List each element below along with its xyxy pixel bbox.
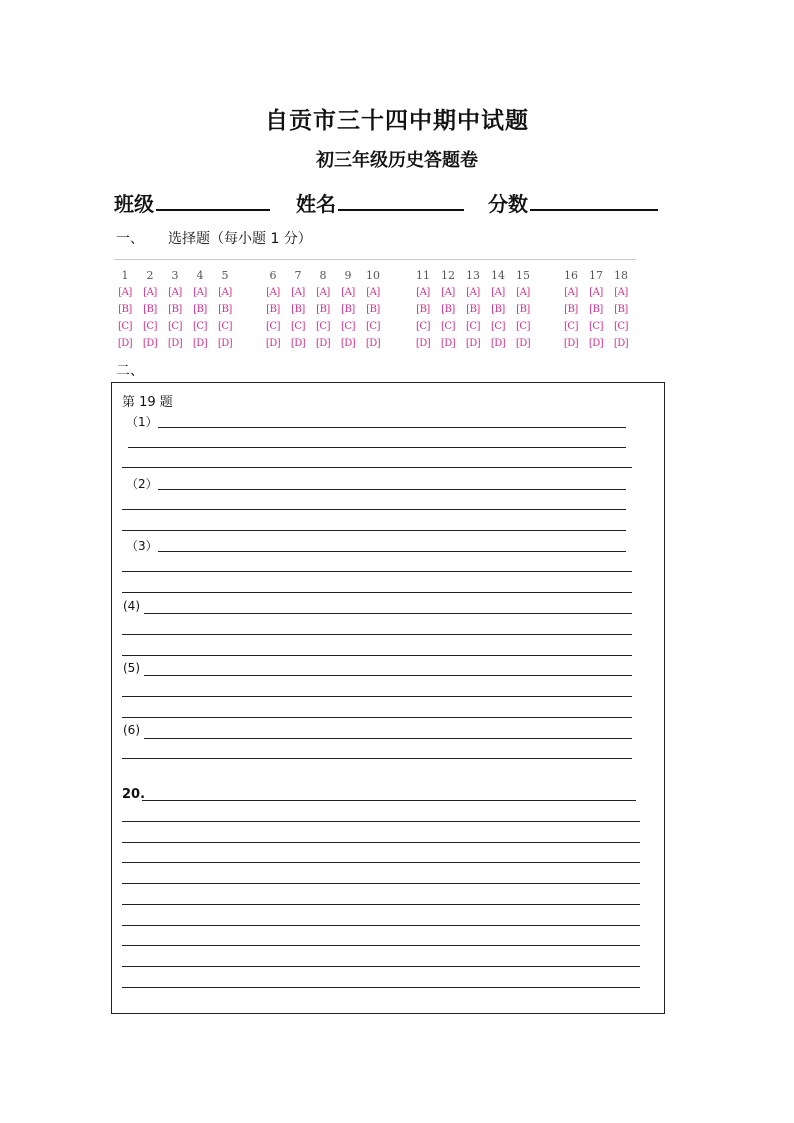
answer-bubble-c[interactable]: [C] bbox=[614, 321, 628, 332]
answer-bubble-d[interactable]: [D] bbox=[588, 338, 604, 349]
answer-bubble-a[interactable]: [A] bbox=[168, 287, 182, 298]
question-number: 11 bbox=[416, 269, 430, 282]
answer-bubble-a[interactable]: [A] bbox=[118, 287, 132, 298]
answer-line[interactable] bbox=[158, 551, 626, 552]
page-subtitle: 初三年级历史答题卷 bbox=[316, 150, 478, 171]
answer-bubble-b[interactable]: [B] bbox=[218, 304, 232, 315]
answer-box bbox=[111, 382, 665, 1014]
answer-line[interactable] bbox=[142, 800, 636, 801]
question-number: 7 bbox=[294, 269, 302, 282]
answer-line[interactable] bbox=[122, 987, 640, 988]
question19-title: 第 19 题 bbox=[122, 395, 173, 410]
answer-bubbles-q18 bbox=[610, 268, 632, 352]
answer-bubbles-q9 bbox=[337, 268, 359, 352]
answer-bubble-c[interactable]: [C] bbox=[416, 321, 430, 332]
answer-bubble-d[interactable]: [D] bbox=[563, 338, 579, 349]
answer-bubble-a[interactable]: [A] bbox=[341, 287, 355, 298]
section2-number: 二、 bbox=[116, 363, 144, 379]
answer-bubble-a[interactable]: [A] bbox=[441, 287, 455, 298]
answer-bubble-d[interactable]: [D] bbox=[365, 338, 381, 349]
question-number: 10 bbox=[366, 269, 380, 282]
answer-bubbles-q5 bbox=[214, 268, 236, 352]
answer-bubble-b[interactable]: [B] bbox=[416, 304, 430, 315]
answer-bubble-c[interactable]: [C] bbox=[341, 321, 355, 332]
answer-line[interactable] bbox=[122, 758, 632, 759]
answer-bubbles-q8 bbox=[312, 268, 334, 352]
question-number: 6 bbox=[269, 269, 277, 282]
question-number: 1 bbox=[121, 269, 129, 282]
answer-bubble-b[interactable]: [B] bbox=[614, 304, 628, 315]
answer-bubble-a[interactable]: [A] bbox=[316, 287, 330, 298]
answer-bubble-a[interactable]: [A] bbox=[366, 287, 380, 298]
answer-bubble-d[interactable]: [D] bbox=[465, 338, 481, 349]
answer-bubbles-q14 bbox=[487, 268, 509, 352]
answer-line[interactable] bbox=[122, 966, 640, 967]
question-number: 12 bbox=[441, 269, 455, 282]
question19-part-label: (5) bbox=[123, 661, 140, 675]
answer-bubble-c[interactable]: [C] bbox=[589, 321, 603, 332]
answer-bubble-a[interactable]: [A] bbox=[589, 287, 603, 298]
class-blank[interactable] bbox=[156, 189, 270, 211]
answer-line[interactable] bbox=[122, 717, 632, 718]
name-blank[interactable] bbox=[338, 189, 464, 211]
answer-line[interactable] bbox=[122, 467, 632, 468]
answer-bubble-a[interactable]: [A] bbox=[416, 287, 430, 298]
answer-bubble-d[interactable]: [D] bbox=[440, 338, 456, 349]
answer-bubble-b[interactable]: [B] bbox=[168, 304, 182, 315]
answer-bubble-c[interactable]: [C] bbox=[143, 321, 157, 332]
answer-bubble-b[interactable]: [B] bbox=[193, 304, 207, 315]
answer-line[interactable] bbox=[128, 447, 626, 448]
answer-bubbles-q16 bbox=[560, 268, 582, 352]
answer-bubble-b[interactable]: [B] bbox=[291, 304, 305, 315]
answer-bubble-a[interactable]: [A] bbox=[491, 287, 505, 298]
answer-line[interactable] bbox=[122, 904, 640, 905]
answer-bubble-a[interactable]: [A] bbox=[466, 287, 480, 298]
answer-bubbles-q13 bbox=[462, 268, 484, 352]
answer-bubble-a[interactable]: [A] bbox=[614, 287, 628, 298]
section1-title: 选择题（每小题 1 分） bbox=[168, 231, 312, 247]
question19-part-label: （1） bbox=[126, 415, 158, 429]
answer-line[interactable] bbox=[122, 842, 640, 843]
answer-bubble-d[interactable]: [D] bbox=[340, 338, 356, 349]
answer-bubble-b[interactable]: [B] bbox=[143, 304, 157, 315]
answer-bubble-b[interactable]: [B] bbox=[516, 304, 530, 315]
answer-bubble-d[interactable]: [D] bbox=[265, 338, 281, 349]
answer-bubble-d[interactable]: [D] bbox=[167, 338, 183, 349]
answer-line[interactable] bbox=[122, 821, 640, 822]
answer-bubbles-q1 bbox=[114, 268, 136, 352]
answer-bubbles-q7 bbox=[287, 268, 309, 352]
answer-bubble-b[interactable]: [B] bbox=[366, 304, 380, 315]
answer-bubbles-q15 bbox=[512, 268, 534, 352]
score-label: 分数 bbox=[488, 192, 528, 216]
question19-part-label: （2） bbox=[126, 477, 158, 491]
page-title: 自贡市三十四中期中试题 bbox=[265, 107, 529, 134]
answer-bubble-d[interactable]: [D] bbox=[192, 338, 208, 349]
answer-bubbles-q6 bbox=[262, 268, 284, 352]
answer-bubble-c[interactable]: [C] bbox=[491, 321, 505, 332]
answer-bubble-c[interactable]: [C] bbox=[564, 321, 578, 332]
answer-bubble-c[interactable]: [C] bbox=[316, 321, 330, 332]
question-number: 3 bbox=[171, 269, 179, 282]
answer-line[interactable] bbox=[122, 883, 640, 884]
question-number: 13 bbox=[466, 269, 480, 282]
answer-bubble-b[interactable]: [B] bbox=[491, 304, 505, 315]
question-number: 15 bbox=[516, 269, 530, 282]
answer-bubble-c[interactable]: [C] bbox=[118, 321, 132, 332]
answer-bubble-a[interactable]: [A] bbox=[516, 287, 530, 298]
answer-line[interactable] bbox=[122, 696, 632, 697]
score-blank[interactable] bbox=[530, 189, 658, 211]
answer-bubble-a[interactable]: [A] bbox=[291, 287, 305, 298]
name-label: 姓名 bbox=[296, 192, 336, 216]
question-number: 8 bbox=[319, 269, 327, 282]
answer-bubble-c[interactable]: [C] bbox=[168, 321, 182, 332]
answer-bubble-b[interactable]: [B] bbox=[118, 304, 132, 315]
class-field[interactable] bbox=[114, 188, 270, 217]
answer-bubble-d[interactable]: [D] bbox=[142, 338, 158, 349]
question-number: 5 bbox=[221, 269, 229, 282]
answer-line[interactable] bbox=[122, 945, 640, 946]
answer-line[interactable] bbox=[122, 530, 626, 531]
answer-bubble-d[interactable]: [D] bbox=[490, 338, 506, 349]
answer-bubble-b[interactable]: [B] bbox=[341, 304, 355, 315]
question-number: 2 bbox=[146, 269, 154, 282]
answer-bubble-b[interactable]: [B] bbox=[266, 304, 280, 315]
question-number: 17 bbox=[589, 269, 603, 282]
answer-bubbles-q2 bbox=[139, 268, 161, 352]
score-field[interactable] bbox=[488, 188, 658, 217]
answer-bubble-c[interactable]: [C] bbox=[266, 321, 280, 332]
question19-part-label: （3） bbox=[126, 539, 158, 553]
question-number: 14 bbox=[491, 269, 505, 282]
answer-bubble-d[interactable]: [D] bbox=[117, 338, 133, 349]
answer-line[interactable] bbox=[158, 427, 626, 428]
answer-bubbles-q12 bbox=[437, 268, 459, 352]
answer-bubble-c[interactable]: [C] bbox=[516, 321, 530, 332]
answer-line[interactable] bbox=[122, 509, 626, 510]
answer-line[interactable] bbox=[144, 738, 632, 739]
class-label: 班级 bbox=[114, 192, 154, 216]
name-field[interactable] bbox=[296, 188, 464, 217]
answer-bubble-d[interactable]: [D] bbox=[290, 338, 306, 349]
answer-bubbles-q11 bbox=[412, 268, 434, 352]
answer-line[interactable] bbox=[122, 634, 632, 635]
multiple-choice-answer-grid bbox=[114, 259, 636, 350]
answer-bubble-c[interactable]: [C] bbox=[193, 321, 207, 332]
answer-line[interactable] bbox=[144, 675, 632, 676]
answer-bubble-b[interactable]: [B] bbox=[564, 304, 578, 315]
question-number: 4 bbox=[196, 269, 204, 282]
answer-line[interactable] bbox=[144, 613, 632, 614]
answer-bubbles-q17 bbox=[585, 268, 607, 352]
answer-line[interactable] bbox=[122, 655, 632, 656]
answer-bubble-b[interactable]: [B] bbox=[466, 304, 480, 315]
answer-line[interactable] bbox=[158, 489, 626, 490]
question-number: 9 bbox=[344, 269, 352, 282]
answer-bubble-a[interactable]: [A] bbox=[266, 287, 280, 298]
question20-title: 20. bbox=[122, 787, 146, 802]
answer-bubble-d[interactable]: [D] bbox=[613, 338, 629, 349]
answer-bubble-a[interactable]: [A] bbox=[143, 287, 157, 298]
question19-part-label: (4) bbox=[123, 599, 140, 613]
answer-bubble-c[interactable]: [C] bbox=[291, 321, 305, 332]
section1-number: 一、 bbox=[116, 231, 144, 247]
answer-bubble-c[interactable]: [C] bbox=[218, 321, 232, 332]
question-number: 16 bbox=[564, 269, 578, 282]
answer-bubble-a[interactable]: [A] bbox=[564, 287, 578, 298]
answer-line[interactable] bbox=[122, 862, 640, 863]
answer-bubble-b[interactable]: [B] bbox=[316, 304, 330, 315]
answer-line[interactable] bbox=[122, 592, 632, 593]
answer-bubbles-q4 bbox=[189, 268, 211, 352]
question19-part-label: (6) bbox=[123, 723, 140, 737]
answer-bubble-b[interactable]: [B] bbox=[589, 304, 603, 315]
answer-bubble-a[interactable]: [A] bbox=[193, 287, 207, 298]
answer-bubble-c[interactable]: [C] bbox=[441, 321, 455, 332]
answer-bubble-d[interactable]: [D] bbox=[515, 338, 531, 349]
answer-bubble-d[interactable]: [D] bbox=[217, 338, 233, 349]
answer-bubbles-q10 bbox=[362, 268, 384, 352]
answer-bubble-a[interactable]: [A] bbox=[218, 287, 232, 298]
answer-bubble-c[interactable]: [C] bbox=[366, 321, 380, 332]
answer-bubbles-q3 bbox=[164, 268, 186, 352]
question-number: 18 bbox=[614, 269, 628, 282]
answer-bubble-d[interactable]: [D] bbox=[315, 338, 331, 349]
answer-bubble-c[interactable]: [C] bbox=[466, 321, 480, 332]
answer-line[interactable] bbox=[122, 571, 632, 572]
answer-bubble-b[interactable]: [B] bbox=[441, 304, 455, 315]
answer-line[interactable] bbox=[122, 925, 640, 926]
answer-bubble-d[interactable]: [D] bbox=[415, 338, 431, 349]
